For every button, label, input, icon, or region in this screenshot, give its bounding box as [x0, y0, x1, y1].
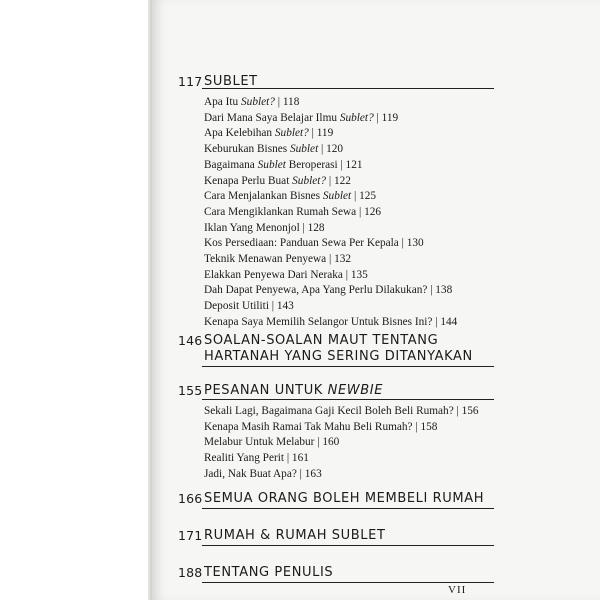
- chapter-rule: [202, 399, 494, 400]
- chapter-page-number: 171: [178, 528, 203, 543]
- chapter-title: PESANAN UNTUK NEWBIE: [204, 383, 384, 398]
- toc-entry: Teknik Menawan Penyewa | 132: [204, 253, 352, 266]
- entry-list: [204, 95, 457, 331]
- chapter-rule: [202, 508, 494, 509]
- chapter-title: SUBLET: [204, 74, 258, 89]
- toc-entry: Kenapa Perlu Buat Sublet? | 122: [204, 174, 351, 187]
- toc-entry: Cara Menjalankan Bisnes Sublet | 125: [204, 190, 377, 203]
- chapter-rule: [202, 366, 494, 367]
- chapter-rule: [202, 88, 494, 89]
- page-folio: VII: [448, 584, 467, 596]
- chapter-rule: [202, 582, 494, 583]
- toc-entry: Apa Itu Sublet? | 118: [204, 96, 300, 108]
- chapter-title: RUMAH & RUMAH SUBLET: [204, 528, 386, 543]
- toc-entry: Cara Mengiklankan Rumah Sewa | 126: [204, 205, 382, 218]
- toc-entry: Kenapa Masih Ramai Tak Mahu Beli Rumah? | 158: [204, 420, 438, 433]
- entry-list: [204, 404, 479, 483]
- toc-entry: Sekali Lagi, Bagaimana Gaji Kecil Boleh Beli Rumah? | 156: [204, 405, 479, 417]
- chapter-title: SEMUA ORANG BOLEH MEMBELI RUMAH: [204, 491, 485, 506]
- toc-entry: Dari Mana Saya Belajar Ilmu Sublet? | 119: [204, 111, 399, 124]
- toc-entry: Dah Dapat Penyewa, Apa Yang Perlu Dilakukan? | 138: [204, 284, 453, 297]
- chapter-page-number: 155: [178, 383, 203, 398]
- chapter-title: TENTANG PENULIS: [204, 565, 334, 580]
- toc-entry: Iklan Yang Menonjol | 128: [204, 221, 325, 234]
- toc-entry: Jadi, Nak Buat Apa? | 163: [204, 467, 322, 480]
- toc-entry: Bagaimana Sublet Beroperasi | 121: [204, 158, 363, 171]
- toc-entry: Deposit Utiliti | 143: [204, 300, 294, 313]
- chapter-page-number: 166: [178, 491, 203, 506]
- chapter-title-line-1: SOALAN-SOALAN MAUT TENTANG: [204, 333, 439, 348]
- toc-entry: Apa Kelebihan Sublet? | 119: [204, 127, 334, 140]
- toc-entry: Elakkan Penyewa Dari Neraka | 135: [204, 268, 368, 281]
- chapter-page-number: 188: [178, 565, 203, 580]
- chapter-title-line-2: HARTANAH YANG SERING DITANYAKAN: [204, 349, 473, 364]
- toc-entry: Melabur Untuk Melabur | 160: [204, 436, 340, 449]
- chapter-page-number: 117: [178, 74, 203, 89]
- toc-entry: Kenapa Saya Memilih Selangor Untuk Bisnes Ini? | 144: [204, 315, 458, 328]
- toc-entry: Realiti Yang Perit | 161: [204, 452, 309, 465]
- toc-entry: Kos Persediaan: Panduan Sewa Per Kepala | 130: [204, 237, 424, 250]
- toc-entry: Keburukan Bisnes Sublet | 120: [204, 143, 344, 156]
- chapter-page-number: 146: [178, 333, 203, 348]
- chapter-rule: [202, 545, 494, 546]
